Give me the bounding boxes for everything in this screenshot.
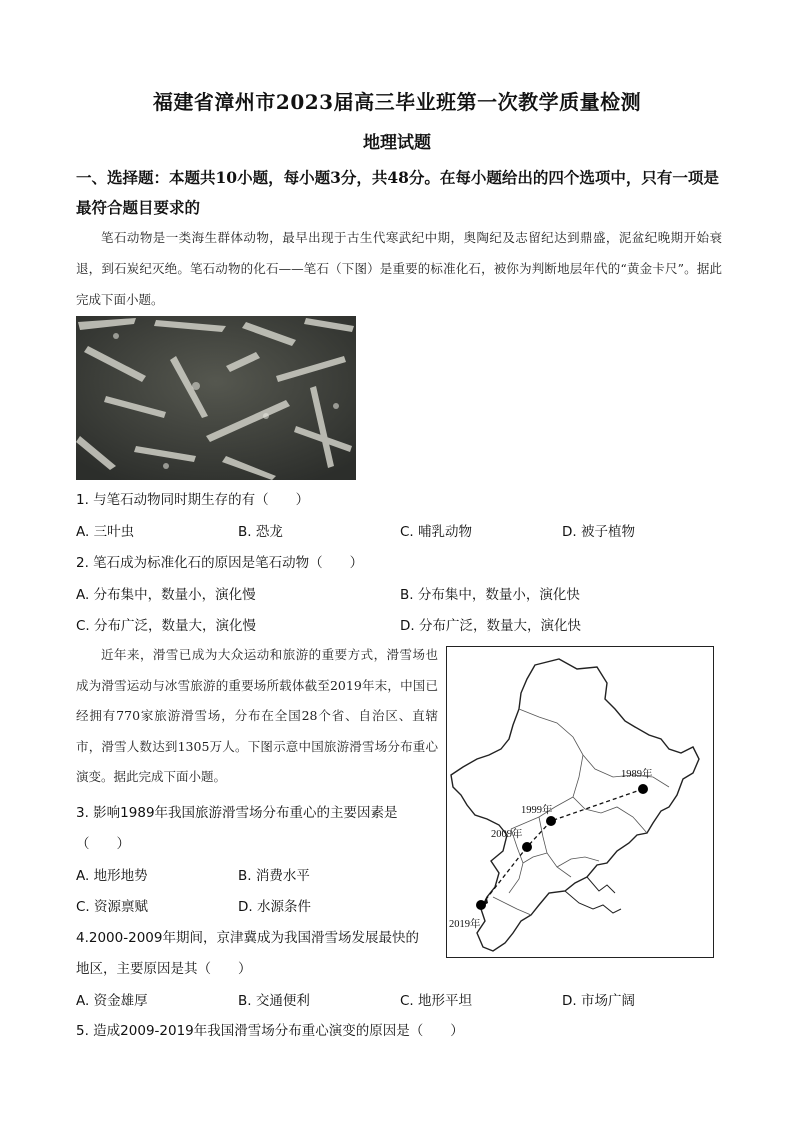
label-1989: 1989年 — [621, 769, 653, 780]
q4-option-d[interactable]: D. 市场广阔 — [562, 993, 635, 1009]
label-1999: 1999年 — [521, 805, 553, 816]
q3-option-c[interactable]: C. 资源禀赋 — [76, 899, 149, 915]
q3-option-d[interactable]: D. 水源条件 — [238, 899, 311, 915]
centroid-point-2009 — [522, 842, 532, 852]
question-2-stem: 2. 笔石成为标准化石的原因是笔石动物（ ） — [76, 555, 364, 571]
page-subtitle: 地理试题 — [363, 133, 431, 153]
section-heading: 一、选择题：本题共10小题，每小题3分，共48分。在每小题给出的四个选项中，只有一项是最符合题目要求的 — [76, 168, 719, 217]
centroid-point-1999 — [546, 816, 556, 826]
question-3-stem-cont: （ ） — [76, 836, 130, 852]
label-2009: 2009年 — [491, 829, 523, 840]
q4-option-b[interactable]: B. 交通便利 — [238, 993, 310, 1009]
page-title: 福建省漳州市2023届高三毕业班第一次教学质量检测 — [152, 90, 642, 114]
q4-option-c[interactable]: C. 地形平坦 — [400, 993, 473, 1009]
q3-option-b[interactable]: B. 消费水平 — [238, 868, 310, 884]
question-5-stem: 5. 造成2009-2019年我国滑雪场分布重心演变的原因是（ ） — [76, 1023, 464, 1039]
graptolite-fossil-image — [76, 316, 356, 480]
map-border-outline — [451, 659, 699, 951]
q2-option-c[interactable]: C. 分布广泛，数量大，演化慢 — [76, 618, 257, 634]
q1-option-b[interactable]: B. 恐龙 — [238, 524, 283, 540]
question-3-stem: 3. 影响1989年我国旅游滑雪场分布重心的主要因素是 — [76, 805, 398, 821]
q1-option-d[interactable]: D. 被子植物 — [562, 524, 635, 540]
passage-ski-resorts: 近年来，滑雪已成为大众运动和旅游的重要方式，滑雪场也成为滑雪运动与冰雪旅游的重要场所载体截至2019年末，中国已经拥有770家旅游滑雪场，分布在全国28个省、自治区、直辖市，滑雪人数达到1305万人。下图示意中国旅游滑雪场分布重心演变。据此完成下面小题。 — [76, 647, 438, 784]
q1-option-a[interactable]: A. 三叶虫 — [76, 524, 135, 540]
ski-resort-centroid-map — [446, 646, 714, 958]
q1-option-c[interactable]: C. 哺乳动物 — [400, 524, 473, 540]
centroid-point-1989 — [638, 784, 648, 794]
q2-option-d[interactable]: D. 分布广泛，数量大，演化快 — [400, 618, 581, 634]
question-4-stem-cont: 地区，主要原因是其（ ） — [76, 961, 252, 977]
label-2019: 2019年 — [449, 919, 481, 930]
q3-option-a[interactable]: A. 地形地势 — [76, 868, 148, 884]
q4-option-a[interactable]: A. 资金雄厚 — [76, 993, 148, 1009]
q2-option-a[interactable]: A. 分布集中，数量小，演化慢 — [76, 587, 256, 603]
passage-graptolite: 笔石动物是一类海生群体动物，最早出现于古生代寒武纪中期，奥陶纪及志留纪达到鼎盛，泥盆纪晚期开始衰退，到石炭纪灭绝。笔石动物的化石——笔石（下图）是重要的标准化石，被你为判断地层年代的“黄金卡尺”。据此完成下面小题。 — [76, 230, 722, 307]
question-4-stem: 4.2000-2009年期间，京津冀成为我国滑雪场发展最快的 — [76, 930, 419, 946]
question-1-stem: 1. 与笔石动物同时期生存的有（ ） — [76, 492, 310, 508]
q2-option-b[interactable]: B. 分布集中，数量小，演化快 — [400, 587, 580, 603]
centroid-point-2019 — [476, 900, 486, 910]
